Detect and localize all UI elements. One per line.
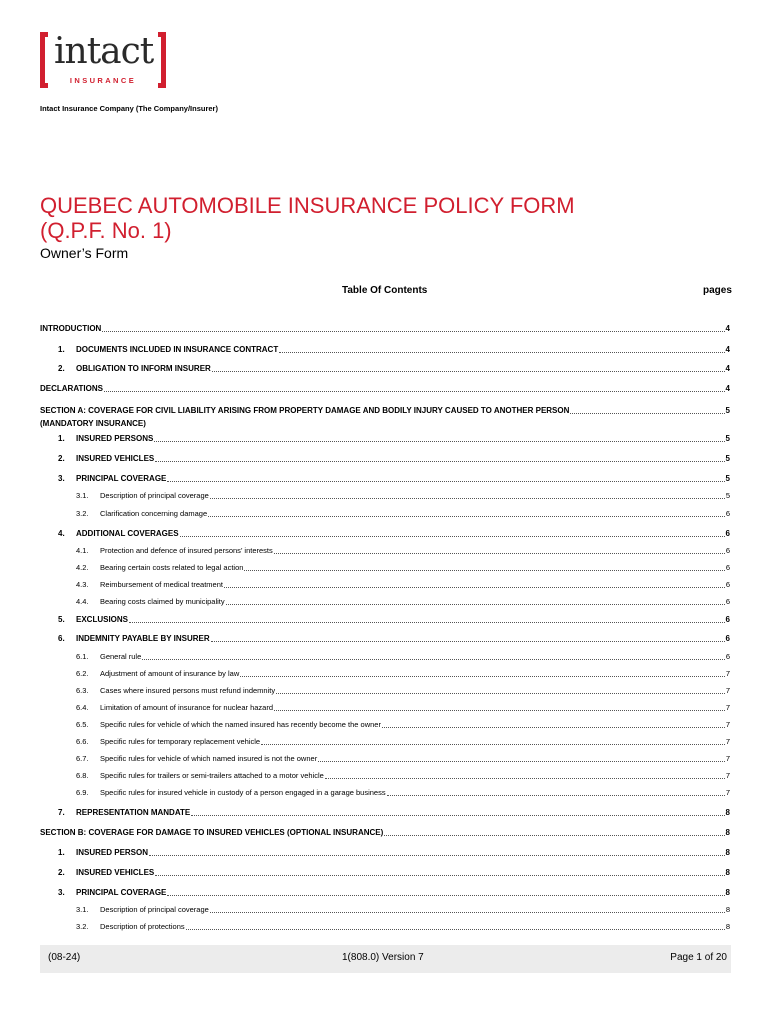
toc-leader-dots	[104, 390, 725, 392]
toc-entry-label: PRINCIPAL COVERAGE	[76, 888, 167, 897]
toc-entry-label: Bearing costs claimed by municipality	[100, 597, 225, 606]
toc-entry-page: 7	[725, 771, 730, 780]
toc-entry-label: Description of principal coverage	[100, 491, 209, 500]
toc-entry[interactable]	[76, 905, 730, 915]
toc-entry-page: 6	[725, 563, 730, 572]
toc-entry-number: 3.1.	[76, 491, 89, 500]
toc-entry-number: 6.	[58, 634, 65, 643]
toc-entry-page: 7	[725, 686, 730, 695]
toc-leader-dots	[129, 621, 725, 623]
toc-entry[interactable]	[58, 474, 730, 484]
toc-leader-dots	[276, 692, 725, 694]
toc-entry[interactable]	[76, 720, 730, 730]
title-line-2: (Q.P.F. No. 1)	[40, 218, 172, 243]
toc-entry-label: OBLIGATION TO INFORM INSURER	[76, 364, 211, 373]
toc-entry[interactable]	[76, 686, 730, 696]
toc-entry-number: 2.	[58, 454, 65, 463]
toc-entry-number: 3.1.	[76, 905, 89, 914]
toc-entry-page: 4	[725, 384, 730, 393]
logo-subtitle: INSURANCE	[69, 76, 137, 85]
toc-entry-page: 6	[725, 652, 730, 661]
toc-entry-number: 6.9.	[76, 788, 89, 797]
toc-leader-dots	[210, 497, 725, 499]
toc-entry[interactable]	[58, 634, 730, 644]
toc-entry[interactable]	[58, 615, 730, 625]
toc-leader-dots	[387, 794, 725, 796]
pages-heading: pages	[703, 285, 732, 296]
document-subtitle: Owner’s Form	[40, 245, 129, 261]
toc-entry-number: 2.	[58, 868, 65, 877]
toc-entry[interactable]	[58, 364, 730, 374]
footer-form-date: (08-24)	[48, 952, 81, 963]
intact-insurance-logo	[40, 32, 166, 92]
logo-wordmark: intact	[54, 31, 154, 72]
toc-leader-dots	[155, 460, 724, 462]
toc-entry-label: INSURED PERSON	[76, 848, 149, 857]
toc-entry-page: 5	[725, 474, 730, 483]
toc-entry-label: Specific rules for vehicle of which the named insured has recently become the owner	[100, 720, 381, 729]
toc-entry-label-line2: (MANDATORY INSURANCE)	[40, 419, 146, 428]
toc-leader-dots	[191, 814, 724, 816]
toc-leader-dots	[240, 675, 725, 677]
toc-entry-number: 4.4.	[76, 597, 89, 606]
title-line-1: QUEBEC AUTOMOBILE INSURANCE POLICY FORM	[40, 193, 575, 218]
toc-leader-dots	[570, 412, 724, 414]
toc-entry-number: 3.	[58, 888, 65, 897]
toc-entry-label: Description of protections	[100, 922, 185, 931]
page-footer	[40, 945, 731, 973]
toc-entry[interactable]	[58, 848, 730, 858]
toc-entry[interactable]	[58, 345, 730, 355]
toc-entry[interactable]	[40, 324, 730, 334]
toc-entry-page: 5	[725, 434, 730, 443]
toc-leader-dots	[180, 535, 725, 537]
toc-entry-page: 6	[725, 634, 730, 643]
toc-entry-label: SECTION B: COVERAGE FOR DAMAGE TO INSURED VEHICLES (OPTIONAL INSURANCE)	[40, 828, 384, 837]
toc-entry-page: 7	[725, 754, 730, 763]
toc-entry-number: 3.2.	[76, 509, 89, 518]
toc-entry-number: 4.2.	[76, 563, 89, 572]
toc-entry-label: Adjustment of amount of insurance by law	[100, 669, 240, 678]
toc-entry-page: 8	[725, 905, 730, 914]
toc-entry[interactable]	[58, 529, 730, 539]
logo-right-bracket	[158, 32, 166, 88]
toc-entry-label: DOCUMENTS INCLUDED IN INSURANCE CONTRACT	[76, 345, 279, 354]
toc-entry-number: 6.1.	[76, 652, 89, 661]
toc-leader-dots	[167, 894, 724, 896]
toc-entry-page: 6	[725, 546, 730, 555]
toc-leader-dots	[210, 911, 725, 913]
toc-entry-label: REPRESENTATION MANDATE	[76, 808, 191, 817]
toc-entry-label: INTRODUCTION	[40, 324, 102, 333]
toc-entry[interactable]	[40, 406, 730, 429]
footer-version: 1(808.0) Version 7	[342, 952, 424, 963]
toc-entry-label: Specific rules for insured vehicle in custody of a person engaged in a garage business	[100, 788, 386, 797]
toc-entry-number: 6.6.	[76, 737, 89, 746]
toc-entry-label: Limitation of amount of insurance for nuclear hazard	[100, 703, 274, 712]
toc-entry-number: 1.	[58, 345, 65, 354]
toc-entry[interactable]	[40, 828, 730, 838]
toc-entry-label: ADDITIONAL COVERAGES	[76, 529, 179, 538]
toc-entry-page: 6	[725, 580, 730, 589]
toc-leader-dots	[208, 515, 725, 517]
toc-leader-dots	[224, 586, 725, 588]
toc-entry[interactable]	[76, 580, 730, 590]
toc-entry-number: 4.	[58, 529, 65, 538]
toc-leader-dots	[318, 760, 725, 762]
toc-entry-number: 4.1.	[76, 546, 89, 555]
toc-entry[interactable]	[76, 771, 730, 781]
toc-entry-label: Specific rules for vehicle of which named insured is not the owner	[100, 754, 318, 763]
toc-entry-page: 4	[725, 345, 730, 354]
toc-leader-dots	[102, 330, 724, 332]
toc-entry-page: 6	[725, 509, 730, 518]
toc-entry[interactable]	[76, 546, 730, 556]
toc-entry-page: 6	[725, 597, 730, 606]
toc-entry[interactable]	[76, 597, 730, 607]
toc-entry-page: 7	[725, 788, 730, 797]
toc-heading: Table Of Contents	[342, 285, 428, 296]
toc-entry[interactable]	[58, 888, 730, 898]
logo-left-bracket	[40, 32, 48, 88]
toc-leader-dots	[155, 874, 724, 876]
toc-entry-number: 4.3.	[76, 580, 89, 589]
toc-entry-page: 7	[725, 737, 730, 746]
toc-entry-page: 5	[725, 491, 730, 500]
toc-leader-dots	[244, 569, 724, 571]
toc-entry-page: 6	[725, 615, 730, 624]
toc-entry-label: Protection and defence of insured persons’ interests	[100, 546, 273, 555]
toc-leader-dots	[186, 928, 725, 930]
toc-entry-page: 4	[725, 364, 730, 373]
toc-entry-label: Specific rules for temporary replacement vehicle	[100, 737, 261, 746]
toc-entry-text	[40, 406, 730, 429]
toc-entry-label: EXCLUSIONS	[76, 615, 129, 624]
toc-entry[interactable]	[76, 491, 730, 501]
toc-leader-dots	[274, 709, 725, 711]
toc-entry-page: 5	[725, 454, 730, 463]
toc-entry-label: DECLARATIONS	[40, 384, 103, 393]
toc-entry-page: 7	[725, 669, 730, 678]
toc-entry[interactable]	[76, 669, 730, 679]
toc-leader-dots	[226, 603, 725, 605]
toc-leader-dots	[279, 351, 724, 353]
company-name: Intact Insurance Company (The Company/Insurer)	[40, 104, 218, 113]
toc-leader-dots	[212, 370, 725, 372]
toc-entry-page: 6	[725, 529, 730, 538]
toc-entry-label: INSURED VEHICLES	[76, 868, 155, 877]
toc-entry-number: 6.8.	[76, 771, 89, 780]
toc-leader-dots	[167, 480, 724, 482]
toc-leader-dots	[325, 777, 725, 779]
toc-entry-page: 7	[725, 720, 730, 729]
toc-entry[interactable]	[76, 703, 730, 713]
toc-entry-label: Specific rules for trailers or semi-trailers attached to a motor vehicle	[100, 771, 324, 780]
toc-leader-dots	[384, 834, 724, 836]
toc-entry-label: Cases where insured persons must refund indemnity	[100, 686, 276, 695]
toc-entry-label: PRINCIPAL COVERAGE	[76, 474, 167, 483]
toc-entry-label: Bearing certain costs related to legal action	[100, 563, 244, 572]
toc-entry-label: INSURED PERSONS	[76, 434, 154, 443]
toc-entry-number: 6.7.	[76, 754, 89, 763]
toc-entry[interactable]	[58, 868, 730, 878]
toc-entry[interactable]	[58, 808, 730, 818]
toc-entry-label: SECTION A: COVERAGE FOR CIVIL LIABILITY ARISING FROM PROPERTY DAMAGE AND BODILY INJURY CAUSED TO ANOTHER PERSON	[40, 406, 570, 415]
toc-entry-label: INSURED VEHICLES	[76, 454, 155, 463]
toc-entry[interactable]	[76, 788, 730, 798]
toc-entry-number: 6.3.	[76, 686, 89, 695]
toc-leader-dots	[149, 854, 725, 856]
toc-entry-page: 8	[725, 888, 730, 897]
toc-leader-dots	[382, 726, 725, 728]
toc-entry-page: 5	[725, 406, 730, 415]
toc-leader-dots	[274, 552, 725, 554]
toc-entry-number: 7.	[58, 808, 65, 817]
toc-entry-number: 1.	[58, 434, 65, 443]
toc-leader-dots	[261, 743, 725, 745]
toc-entry-number: 3.2.	[76, 922, 89, 931]
toc-entry-number: 1.	[58, 848, 65, 857]
toc-entry[interactable]	[40, 384, 730, 394]
footer-page-number: Page 1 of 20	[670, 952, 727, 963]
toc-entry[interactable]	[76, 922, 730, 932]
toc-entry-number: 6.5.	[76, 720, 89, 729]
toc-entry[interactable]	[76, 652, 730, 662]
toc-entry-page: 7	[725, 703, 730, 712]
toc-entry[interactable]	[76, 737, 730, 747]
toc-entry-number: 5.	[58, 615, 65, 624]
toc-entry[interactable]	[76, 563, 730, 573]
toc-entry-label: Reimbursement of medical treatment	[100, 580, 223, 589]
toc-entry[interactable]	[76, 509, 730, 519]
toc-entry-number: 6.2.	[76, 669, 89, 678]
toc-entry-page: 8	[725, 922, 730, 931]
toc-entry[interactable]	[58, 454, 730, 464]
toc-entry-page: 8	[725, 868, 730, 877]
toc-leader-dots	[142, 658, 725, 660]
toc-entry-label: Clarification concerning damage	[100, 509, 208, 518]
toc-entry-number: 3.	[58, 474, 65, 483]
toc-entry-page: 8	[725, 828, 730, 837]
toc-entry[interactable]	[58, 434, 730, 444]
toc-entry-label: General rule	[100, 652, 142, 661]
document-title	[40, 193, 680, 243]
toc-entry-number: 2.	[58, 364, 65, 373]
toc-entry-label: INDEMNITY PAYABLE BY INSURER	[76, 634, 210, 643]
toc-entry-page: 8	[725, 808, 730, 817]
toc-entry-number: 6.4.	[76, 703, 89, 712]
toc-leader-dots	[211, 640, 725, 642]
toc-entry-page: 4	[725, 324, 730, 333]
toc-entry[interactable]	[76, 754, 730, 764]
toc-entry-page: 8	[725, 848, 730, 857]
toc-leader-dots	[154, 440, 724, 442]
toc-entry-label: Description of principal coverage	[100, 905, 209, 914]
